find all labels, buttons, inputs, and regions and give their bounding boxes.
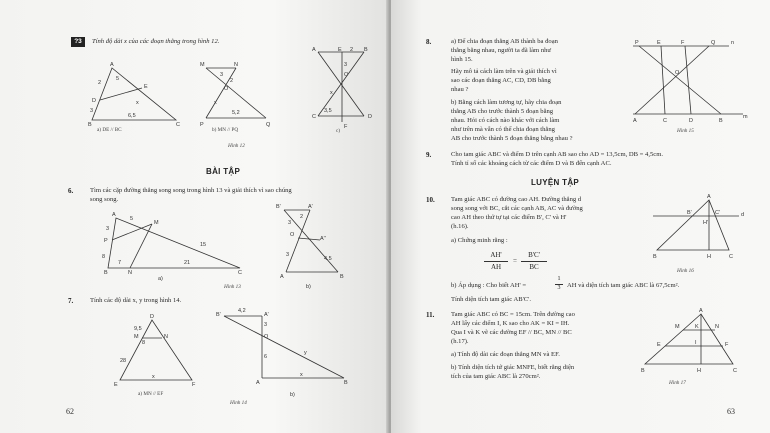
exercise-11-line3: Qua I và K vẽ các đường EF // BC, MN // BC	[451, 329, 572, 336]
fig12a-label: 2	[98, 80, 102, 86]
fig14a-caption: a) MN // EF	[138, 391, 164, 397]
fig15-label: D	[689, 118, 693, 124]
fig16-label: H'	[703, 220, 709, 226]
exercise-11b-line1: b) Tính diện tích tứ giác MNFE, biết rằng diện	[451, 364, 575, 371]
fraction-right-numerator: B'C'	[528, 251, 540, 259]
exercise-6-number: 6.	[68, 187, 74, 195]
right-page	[391, 0, 770, 433]
fig12a-label: 5	[116, 76, 120, 82]
fig17-label: I	[695, 340, 697, 346]
fig13-title: Hình 13	[224, 284, 241, 290]
fig13b-label: 2	[300, 214, 304, 220]
fig12c-label: O	[344, 72, 349, 78]
fig12c-label: 2	[350, 47, 354, 53]
fig16-label: H	[707, 254, 711, 260]
fig13b-label: B	[340, 274, 344, 280]
text-line: nhau ?	[451, 86, 469, 93]
fraction-right-denominator: BC	[529, 263, 539, 271]
text-line: AB cho trước thành 5 đoạn thẳng bằng nhau ?	[451, 135, 573, 142]
figure-16	[653, 194, 753, 266]
fig12b-label: 5,2	[232, 110, 240, 116]
fig13b-label: A''	[320, 236, 326, 242]
equals-sign: =	[513, 257, 517, 265]
exercise-11-line1: Tam giác ABC có BC = 15cm. Trên đường cao	[451, 311, 575, 318]
fig13a-label: 15	[200, 242, 207, 248]
fig12c-label: 3	[344, 62, 348, 68]
exercise-10b-pre: b) Áp dụng : Cho biết AH' =	[451, 282, 527, 289]
exercise-8-number: 8.	[426, 38, 432, 46]
fig13a-label: M	[154, 220, 159, 226]
question-badge: ?3	[71, 37, 85, 47]
fig15-label: E	[657, 40, 661, 46]
exercise-10-number: 10.	[426, 196, 435, 204]
fig17-label: F	[725, 342, 729, 348]
fig16-label: B	[653, 254, 657, 260]
fig17-label: B	[641, 368, 645, 374]
fig15-label: O	[675, 70, 680, 76]
fraction-bar	[521, 261, 547, 262]
fig14b-label: y	[304, 350, 307, 356]
text-line: nhau. Hỏi có cách nào khác với cách làm	[451, 117, 560, 124]
figure-13b	[276, 204, 356, 290]
fig16-label: C'	[715, 210, 721, 216]
exercise-10b-post: AH và diện tích tam giác ABC là 67,5cm².	[567, 282, 680, 289]
fig12a-label: E	[144, 84, 148, 90]
figure-14a	[110, 314, 200, 386]
fig13a-label: 7	[118, 260, 122, 266]
exercise-10-line4: (h.16).	[451, 223, 469, 230]
fig12a-label: D	[92, 98, 96, 104]
ex10b-fraction-denominator: 3	[557, 285, 561, 291]
exercise-7-text: Tính các độ dài x, y trong hình 14.	[90, 297, 182, 304]
fraction-left-numerator: AH'	[490, 251, 502, 259]
fig13a-label: 8	[102, 254, 106, 260]
exercise-6-line1: Tìm các cặp đường thẳng song song trong hình 13 và giải thích vì sao chúng	[90, 187, 292, 194]
figure-12a	[84, 60, 184, 130]
exercise-9-line1: Cho tam giác ABC và điểm D trên cạnh AB sao cho AD = 13,5cm, DB = 4,5cm.	[451, 151, 663, 158]
page-number-left: 62	[66, 407, 74, 416]
exercise-10a: a) Chứng minh rằng :	[451, 237, 508, 244]
exercise-6-line2: song song.	[90, 196, 119, 203]
exercise-11a: a) Tính độ dài các đoạn thẳng MN và EF.	[451, 351, 560, 358]
text-line: Hãy mô tả cách làm trên và giải thích vì	[451, 68, 557, 75]
fraction-bar	[484, 261, 508, 262]
fig17-label: E	[657, 342, 661, 348]
section-title-baitap: BÀI TẬP	[206, 167, 241, 176]
fig15-label: A	[633, 118, 637, 124]
fig14-title: Hình 14	[230, 400, 247, 406]
fig12b-label: 3	[220, 72, 224, 78]
fig13b-label: A'	[308, 204, 313, 210]
exercise-7-number: 7.	[68, 297, 74, 305]
fig14b-label: O	[264, 334, 269, 340]
exercise-10-line1: Tam giác ABC có đường cao AH. Đường thẳng d	[451, 196, 582, 203]
exercise-11-number: 11.	[426, 311, 435, 319]
fig13b-label: 3	[288, 220, 292, 226]
fig14a-label: N	[164, 334, 168, 340]
fig14b-label: A'	[264, 312, 269, 318]
fig14a-label: x	[152, 374, 155, 380]
fig14a-label: F	[192, 382, 196, 388]
fig15-label: B	[719, 118, 723, 124]
fig15-label: F	[681, 40, 685, 46]
fig13a-label: P	[104, 238, 108, 244]
text-line: a) Để chia đoạn thẳng AB thành ba đoạn	[451, 38, 558, 45]
fig17-title: Hình 17	[669, 380, 686, 386]
fig15-label: C	[663, 118, 667, 124]
fig17-label: A	[699, 308, 703, 314]
fig14b-label: b)	[290, 392, 295, 398]
fig12a-label: A	[110, 62, 114, 68]
fig12b-label: x	[214, 100, 217, 106]
fig12b-caption: b) MN // PQ	[212, 127, 239, 133]
fig12c-label: F	[344, 124, 348, 130]
fig12c-label: x	[330, 90, 333, 96]
fig13b-label: A	[280, 274, 284, 280]
fig15-label: n	[731, 40, 735, 46]
fig14b-label: 3	[264, 322, 268, 328]
figure-12c	[306, 46, 381, 130]
fig16-label: A	[707, 194, 711, 200]
figure-12b	[196, 60, 276, 130]
text-line: sao các đoạn thẳng AC, CD, DB bằng	[451, 77, 551, 84]
fig13b-label: b)	[306, 284, 311, 290]
fig14b-label: B'	[216, 312, 221, 318]
exercise-10b-line2: Tính diện tích tam giác AB'C'.	[451, 296, 532, 303]
fig12b-label: M	[200, 62, 205, 68]
fig17-label: C	[733, 368, 737, 374]
fig13a-label: a)	[158, 276, 163, 282]
fig14b-label: 6	[264, 354, 268, 360]
fig12c-caption: c)	[336, 128, 341, 134]
fig12a-label: B	[88, 122, 92, 128]
fig17-label: H	[697, 368, 701, 374]
fig14b-label: x	[300, 372, 303, 378]
fig13a-label: 3	[106, 226, 110, 232]
fig12a-label: C	[176, 122, 180, 128]
exercise-11-line4: (h.17).	[451, 338, 469, 345]
fig14a-label: M	[134, 334, 139, 340]
text-line: như trên mà vẫn có thể chia đoạn thẳng	[451, 126, 555, 133]
exercise-10-line3: cao AH theo thứ tự tại các điểm B', C' và H'	[451, 214, 567, 221]
figure-17	[641, 308, 741, 380]
figure-15	[629, 40, 749, 125]
text-line: thẳng bằng nhau, người ta đã làm như	[451, 47, 551, 54]
fig17-label: K	[695, 324, 699, 330]
fig12c-label: E	[338, 47, 342, 53]
fig12b-label: 2	[230, 78, 234, 84]
fig16-label: C	[729, 254, 733, 260]
fig12c-label: D	[368, 114, 372, 120]
fig12a-label: x	[136, 100, 139, 106]
fig15-title: Hình 15	[677, 128, 694, 134]
fig12b-label: N	[234, 62, 238, 68]
text-line: thẳng AB cho trước thành 5 đoạn bằng	[451, 108, 554, 115]
fig16-title: Hình 16	[677, 268, 694, 274]
fig12c-label: 3,5	[324, 108, 332, 114]
fig16-label: B'	[687, 210, 692, 216]
ex10b-fraction-numerator: 1	[557, 276, 561, 282]
fig13a-label: B	[104, 270, 108, 276]
fig13b-label: B'	[276, 204, 281, 210]
fig12c-label: B	[364, 47, 368, 53]
fig15-label: Q	[711, 40, 716, 46]
figure-14b	[216, 308, 356, 398]
fig13b-label: 4,5	[324, 256, 332, 262]
fig14a-label: 28	[120, 358, 127, 364]
question-text: Tính độ dài x của các đoạn thẳng trong hình 12.	[92, 38, 220, 45]
section-title-luyentap: LUYỆN TẬP	[531, 178, 580, 187]
fig17-label: M	[675, 324, 680, 330]
fig13b-label: O	[290, 232, 295, 238]
exercise-10-line2: song song với BC, cắt các cạnh AB, AC và đường	[451, 205, 583, 212]
fig12-title: Hình 12	[228, 143, 245, 149]
fig16-label: d	[741, 212, 745, 218]
fig12a-label: 6,5	[128, 113, 136, 119]
fig17-label: N	[715, 324, 719, 330]
fig12b-label: O	[224, 86, 229, 92]
fig14a-label: 8	[142, 340, 146, 346]
text-line: b) Bằng cách làm tương tự, hãy chia đoạn	[451, 99, 562, 106]
fig15-label: m	[743, 114, 748, 120]
fig12a-label: 3	[90, 108, 94, 114]
fig13b-label: 3	[286, 252, 290, 258]
fig13a-label: N	[128, 270, 132, 276]
exercise-9-line2: Tính tỉ số các khoảng cách từ các điểm D và B đến cạnh AC.	[451, 160, 612, 167]
fig13a-label: A	[112, 212, 116, 218]
fig12c-label: A	[312, 47, 316, 53]
fig13a-label: C	[238, 270, 242, 276]
fig12b-label: P	[200, 122, 204, 128]
fraction-left-denominator: AH	[490, 263, 502, 271]
fig15-label: P	[635, 40, 639, 46]
fig14a-label: D	[150, 314, 154, 320]
fig13a-label: 5	[130, 216, 134, 222]
figure-13a	[100, 210, 250, 282]
fig14b-label: 4,2	[238, 308, 246, 314]
fig14a-label: 9,5	[134, 326, 142, 332]
fig14a-label: E	[114, 382, 118, 388]
text-line: hình 15.	[451, 56, 473, 63]
fig12c-label: C	[312, 114, 316, 120]
fig12a-caption: a) DE // BC	[97, 127, 122, 133]
exercise-9-number: 9.	[426, 151, 432, 159]
fig12b-label: Q	[266, 122, 271, 128]
exercise-11-line2: AH lấy các điểm I, K sao cho AK = KI = IH.	[451, 320, 570, 327]
fig14b-label: B	[344, 380, 348, 386]
fig13a-label: 21	[184, 260, 191, 266]
fig14b-label: A	[256, 380, 260, 386]
page-number-right: 63	[727, 407, 735, 416]
exercise-11b-line2: tích của tam giác ABC là 270cm².	[451, 373, 541, 380]
